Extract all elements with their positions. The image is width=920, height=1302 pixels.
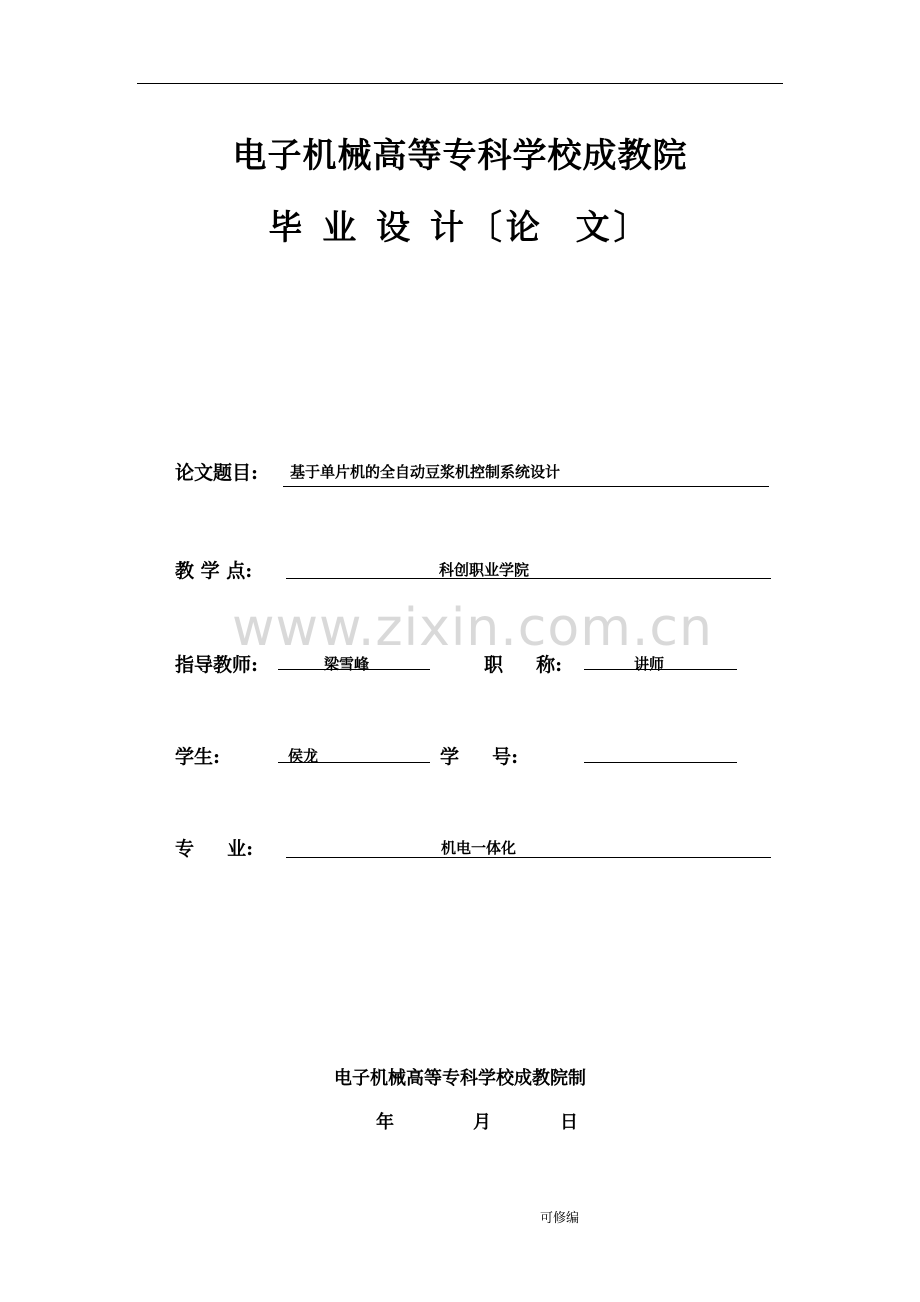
- footer-organization: 电子机械高等专科学校成教院制: [334, 1068, 586, 1089]
- editable-note: 可修编: [540, 1211, 580, 1226]
- teaching-site-value: 科创职业学院: [439, 561, 530, 579]
- student-underline: [278, 762, 430, 763]
- school-title: 电子机械高等专科学校成教院: [232, 136, 688, 176]
- title-rank-underline: [584, 669, 737, 670]
- advisor-value: 梁雪峰: [324, 655, 370, 673]
- year-label: 年: [376, 1112, 394, 1133]
- major-underline: [286, 857, 771, 858]
- topic-underline: [283, 486, 769, 487]
- student-id-label: 学 号:: [440, 746, 519, 768]
- topic-value: 基于单片机的全自动豆浆机控制系统设计: [290, 463, 561, 481]
- title-rank-label: 职 称:: [484, 654, 563, 676]
- teaching-site-label: 教 学 点:: [175, 560, 253, 582]
- topic-label: 论文题目:: [175, 462, 259, 484]
- teaching-site-underline: [286, 578, 771, 579]
- student-label: 学生:: [175, 746, 221, 768]
- advisor-label: 指导教师:: [175, 654, 259, 676]
- student-value: 侯龙: [288, 747, 319, 765]
- advisor-underline: [278, 669, 430, 670]
- document-type-title: 毕 业 设 计〔论 文〕: [268, 208, 652, 248]
- day-label: 日: [560, 1112, 578, 1133]
- major-value: 机电一体化: [441, 839, 517, 857]
- student-id-underline: [584, 762, 737, 763]
- top-rule: [137, 83, 783, 84]
- watermark-text: www.zixin.com.cn: [232, 598, 713, 658]
- month-label: 月: [473, 1112, 491, 1133]
- major-label: 专 业:: [175, 838, 254, 860]
- title-rank-value: 讲师: [634, 655, 665, 673]
